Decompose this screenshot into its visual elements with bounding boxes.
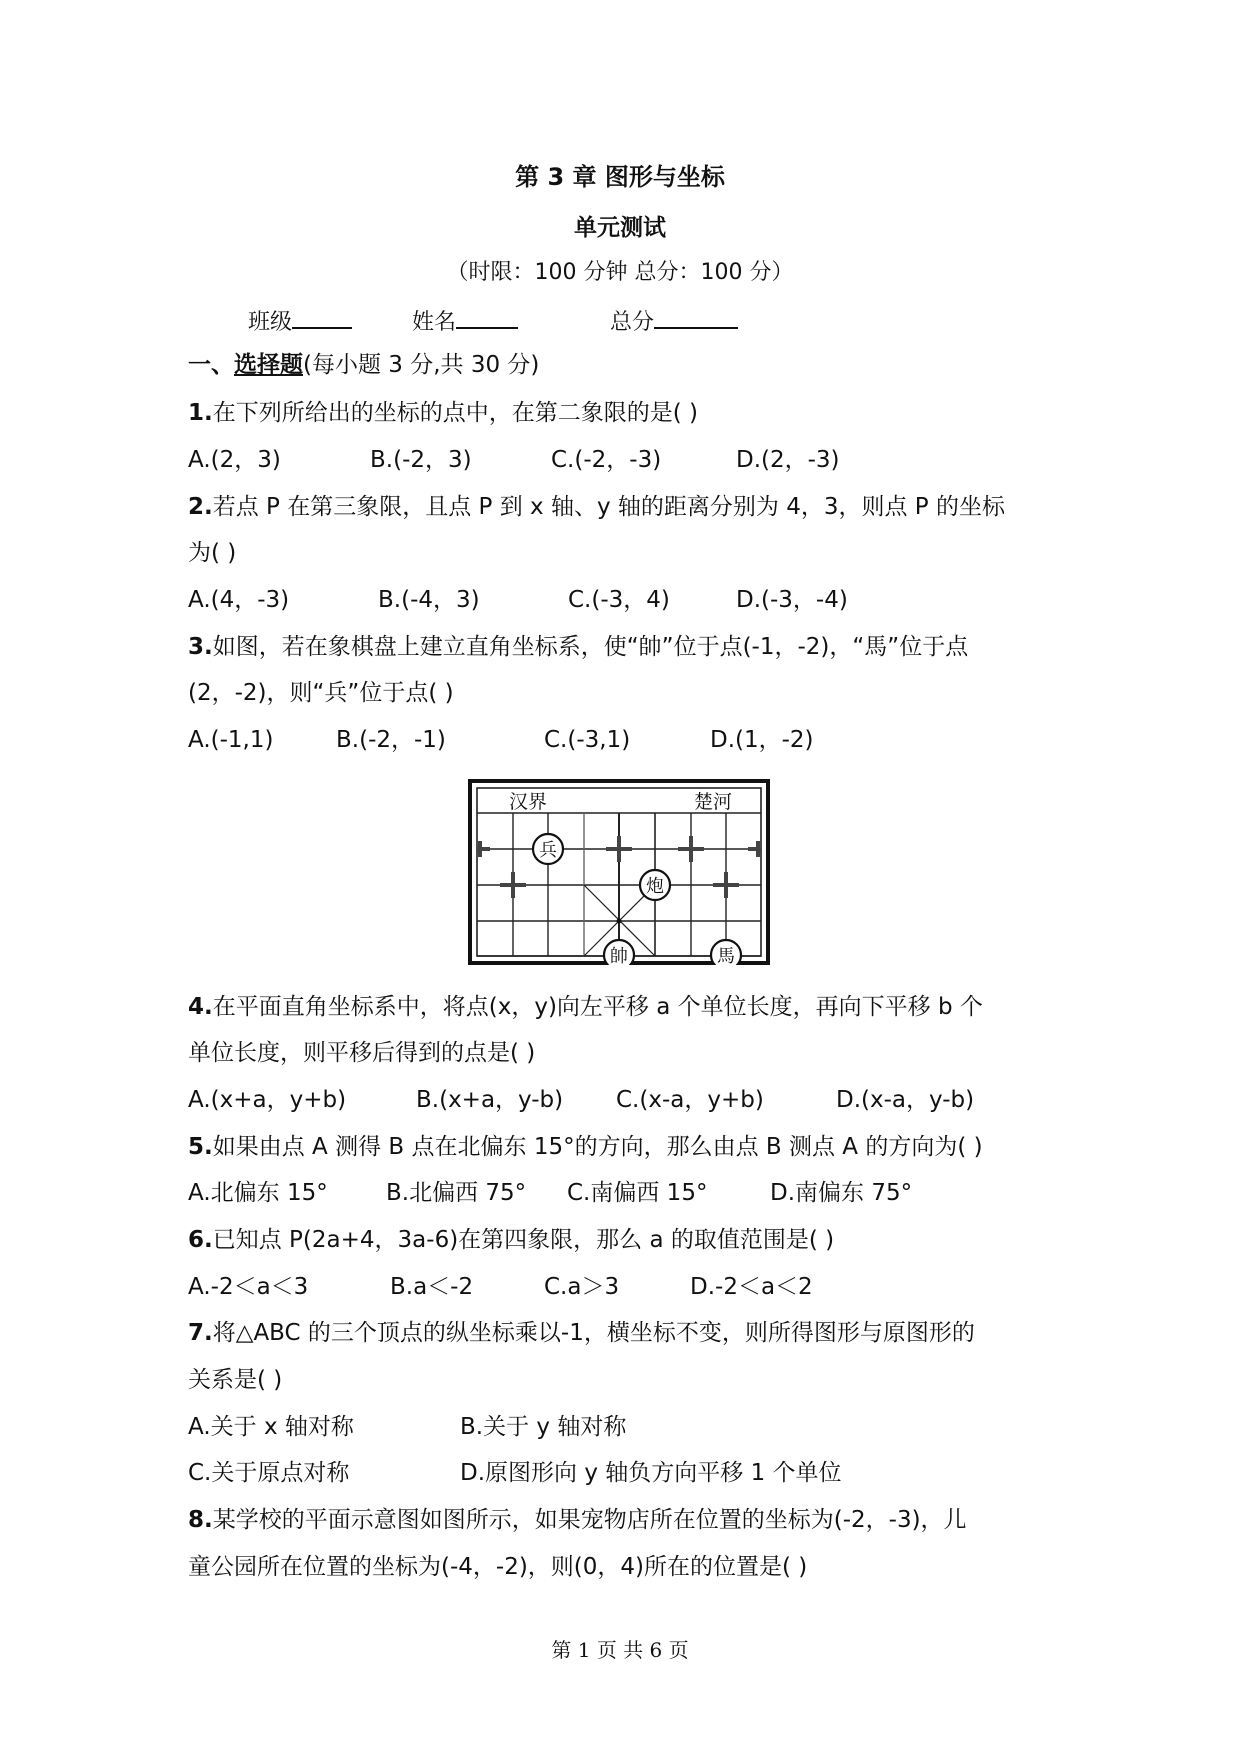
q6-option-b[interactable]: B.a＜-2 xyxy=(390,1274,474,1300)
q6-option-d[interactable]: D.-2＜a＜2 xyxy=(690,1274,813,1300)
question-5 xyxy=(188,1132,983,1162)
name-blank[interactable] xyxy=(456,305,518,329)
question-number: 2. xyxy=(188,494,213,520)
q5-option-d[interactable]: D.南偏东 75° xyxy=(770,1180,913,1206)
question-number: 3. xyxy=(188,634,213,660)
q6-option-a[interactable]: A.-2＜a＜3 xyxy=(188,1274,309,1300)
q3-option-b[interactable]: B.(-2，-1) xyxy=(336,727,446,753)
piece-bing xyxy=(533,834,563,864)
chess-board-figure xyxy=(468,779,770,965)
page-footer: 第 1 页 共 6 页 xyxy=(551,1638,689,1662)
q3-option-a[interactable]: A.(-1,1) xyxy=(188,727,274,753)
question-text: 在平面直角坐标系中，将点(x，y)向左平移 a 个单位长度，再向下平移 b 个 xyxy=(212,994,983,1020)
score-field[interactable] xyxy=(610,305,738,338)
score-label: 总分 xyxy=(610,310,655,335)
section-header xyxy=(188,350,539,380)
svg-text:馬: 馬 xyxy=(717,946,735,965)
question-4-cont: 单位长度，则平移后得到的点是( ) xyxy=(188,1040,536,1066)
question-8 xyxy=(188,1505,967,1535)
question-3-cont: (2，-2)，则“兵”位于点( ) xyxy=(188,680,454,706)
q4-option-b[interactable]: B.(x+a，y-b) xyxy=(416,1087,564,1113)
q7-option-c[interactable]: C.关于原点对称 xyxy=(188,1460,350,1486)
question-text: 在下列所给出的坐标的点中，在第二象限的是( ) xyxy=(212,400,699,426)
section-name: 选择题 xyxy=(234,352,303,378)
question-8-cont: 童公园所在位置的坐标为(-4，-2)，则(0，4)所在的位置是( ) xyxy=(188,1554,808,1580)
question-number: 7. xyxy=(188,1320,213,1346)
class-field[interactable] xyxy=(248,305,352,338)
svg-text:炮: 炮 xyxy=(646,876,664,897)
q6-option-c[interactable]: C.a＞3 xyxy=(544,1274,620,1300)
question-1 xyxy=(188,398,698,428)
q3-option-d[interactable]: D.(1，-2) xyxy=(710,727,814,753)
class-label: 班级 xyxy=(248,310,293,335)
question-7-cont: 关系是( ) xyxy=(188,1367,283,1393)
page-title: 第 3 章 图形与坐标 xyxy=(515,163,725,191)
q5-option-a[interactable]: A.北偏东 15° xyxy=(188,1180,328,1206)
q1-option-d[interactable]: D.(2，-3) xyxy=(736,447,840,473)
q5-option-b[interactable]: B.北偏西 75° xyxy=(386,1180,527,1206)
q5-option-c[interactable]: C.南偏西 15° xyxy=(567,1180,708,1206)
class-blank[interactable] xyxy=(292,305,352,329)
svg-text:帥: 帥 xyxy=(610,946,628,965)
question-7 xyxy=(188,1318,975,1348)
q4-option-a[interactable]: A.(x+a，y+b) xyxy=(188,1087,347,1113)
exam-meta: （时限：100 分钟 总分：100 分） xyxy=(446,260,794,285)
question-text: 将△ABC 的三个顶点的纵坐标乘以-1，横坐标不变，则所得图形与原图形的 xyxy=(212,1320,975,1346)
svg-text:兵: 兵 xyxy=(539,840,557,861)
question-2 xyxy=(188,492,1005,522)
name-field[interactable] xyxy=(412,305,518,338)
question-number: 1. xyxy=(188,400,213,426)
section-number: 一、 xyxy=(188,352,234,378)
question-2-cont: 为( ) xyxy=(188,540,237,566)
question-number: 5. xyxy=(188,1134,213,1160)
question-number: 8. xyxy=(188,1507,213,1533)
q1-option-c[interactable]: C.(-2，-3) xyxy=(551,447,662,473)
question-number: 6. xyxy=(188,1227,213,1253)
river-label-right: 楚河 xyxy=(693,791,733,813)
q2-option-d[interactable]: D.(-3，-4) xyxy=(736,587,848,613)
q4-option-c[interactable]: C.(x-a，y+b) xyxy=(616,1087,764,1113)
page-subtitle: 单元测试 xyxy=(574,215,666,241)
question-text: 某学校的平面示意图如图所示，如果宠物店所在位置的坐标为(-2，-3)，儿 xyxy=(212,1507,967,1533)
question-text: 已知点 P(2a+4，3a-6)在第四象限，那么 a 的取值范围是( ) xyxy=(212,1227,835,1253)
river-label-left: 汉界 xyxy=(508,791,548,813)
q2-option-c[interactable]: C.(-3，4) xyxy=(568,587,670,613)
q1-option-a[interactable]: A.(2，3) xyxy=(188,447,281,473)
question-4 xyxy=(188,992,983,1022)
q7-option-b[interactable]: B.关于 y 轴对称 xyxy=(460,1414,627,1440)
q2-option-a[interactable]: A.(4，-3) xyxy=(188,587,290,613)
question-text: 若点 P 在第三象限，且点 P 到 x 轴、y 轴的距离分别为 4，3，则点 P 的坐标 xyxy=(212,494,1005,520)
question-6 xyxy=(188,1225,834,1255)
question-text: 如图，若在象棋盘上建立直角坐标系，使“帥”位于点(-1，-2)，“馬”位于点 xyxy=(212,634,969,660)
section-note: (每小题 3 分,共 30 分) xyxy=(303,352,540,378)
score-blank[interactable] xyxy=(654,305,738,329)
piece-ma xyxy=(711,940,741,965)
q2-option-b[interactable]: B.(-4，3) xyxy=(378,587,480,613)
name-label: 姓名 xyxy=(412,310,457,335)
question-number: 4. xyxy=(188,994,213,1020)
q3-option-c[interactable]: C.(-3,1) xyxy=(544,727,631,753)
q7-option-a[interactable]: A.关于 x 轴对称 xyxy=(188,1414,354,1440)
q4-option-d[interactable]: D.(x-a，y-b) xyxy=(836,1087,975,1113)
question-3 xyxy=(188,632,968,662)
piece-shuai xyxy=(604,940,634,965)
question-text: 如果由点 A 测得 B 点在北偏东 15°的方向，那么由点 B 测点 A 的方向为( ) xyxy=(212,1134,983,1160)
piece-pao xyxy=(640,870,670,900)
q1-option-b[interactable]: B.(-2，3) xyxy=(370,447,472,473)
q7-option-d[interactable]: D.原图形向 y 轴负方向平移 1 个单位 xyxy=(460,1460,842,1486)
